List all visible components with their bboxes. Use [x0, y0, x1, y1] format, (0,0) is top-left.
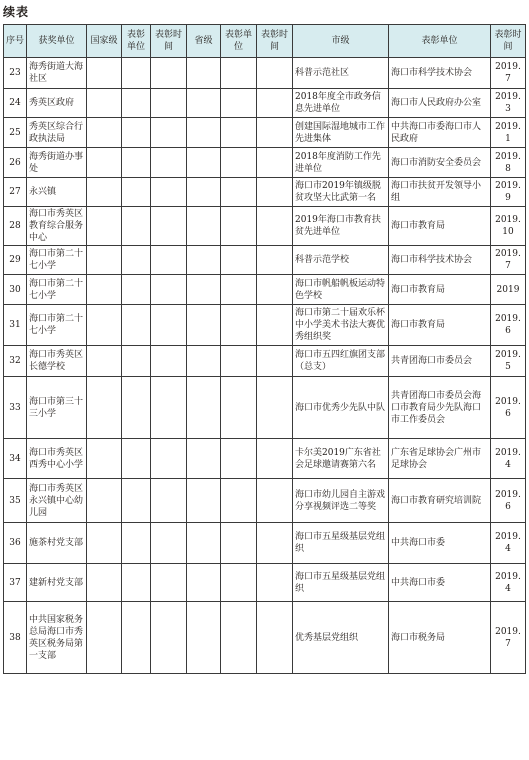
city-org-cell: 海口市教育局: [389, 275, 491, 305]
row-number-cell: 24: [4, 89, 27, 118]
provincial-time-cell: [257, 89, 293, 118]
national-time-cell: [151, 439, 187, 479]
provincial-time-cell: [257, 346, 293, 377]
table-row: [4, 207, 526, 246]
city-time-cell: 2019.3: [491, 89, 526, 118]
header-cell-national-org: 表彰单位: [122, 25, 151, 58]
provincial-org-cell: [221, 275, 257, 305]
award-unit-cell: 海秀街道大海社区: [27, 58, 87, 89]
table-row: [4, 178, 526, 207]
city-award-cell: 优秀基层党组织: [293, 602, 389, 674]
table-row: [4, 602, 526, 674]
table-row: [4, 564, 526, 602]
city-org-cell: 中共海口市委海口市人民政府: [389, 118, 491, 148]
national-org-cell: [122, 118, 151, 148]
header-cell-city-org: 表彰单位: [389, 25, 491, 58]
national-org-cell: [122, 58, 151, 89]
national-org-cell: [122, 275, 151, 305]
provincial-org-cell: [221, 377, 257, 439]
award-unit-cell: 秀英区政府: [27, 89, 87, 118]
provincial-time-cell: [257, 246, 293, 275]
city-org-cell: 海口市消防安全委员会: [389, 148, 491, 178]
header-cell-unit: 获奖单位: [27, 25, 87, 58]
national-time-cell: [151, 58, 187, 89]
national-award-cell: [87, 148, 122, 178]
provincial-time-cell: [257, 207, 293, 246]
national-time-cell: [151, 207, 187, 246]
city-award-cell: 2019年海口市教育扶贫先进单位: [293, 207, 389, 246]
provincial-award-cell: [187, 523, 221, 564]
row-number-cell: 29: [4, 246, 27, 275]
national-award-cell: [87, 89, 122, 118]
city-time-cell: 2019.10: [491, 207, 526, 246]
national-org-cell: [122, 89, 151, 118]
provincial-org-cell: [221, 346, 257, 377]
city-org-cell: 共青团海口市委员会海口市教育局少先队海口市工作委员会: [389, 377, 491, 439]
row-number-cell: 38: [4, 602, 27, 674]
award-unit-cell: 海秀街道办事处: [27, 148, 87, 178]
award-unit-cell: 海口市秀英区永兴镇中心幼儿园: [27, 479, 87, 523]
provincial-time-cell: [257, 178, 293, 207]
national-org-cell: [122, 346, 151, 377]
city-award-cell: 创建国际湿地城市工作先进集体: [293, 118, 389, 148]
provincial-org-cell: [221, 479, 257, 523]
row-number-cell: 27: [4, 178, 27, 207]
city-time-cell: 2019.8: [491, 148, 526, 178]
row-number-cell: 34: [4, 439, 27, 479]
city-org-cell: 海口市科学技术协会: [389, 246, 491, 275]
city-award-cell: 科普示范学校: [293, 246, 389, 275]
city-time-cell: 2019.7: [491, 58, 526, 89]
row-number-cell: 35: [4, 479, 27, 523]
city-time-cell: 2019: [491, 275, 526, 305]
city-time-cell: 2019.1: [491, 118, 526, 148]
city-time-cell: 2019.6: [491, 377, 526, 439]
provincial-time-cell: [257, 118, 293, 148]
national-time-cell: [151, 178, 187, 207]
city-award-cell: 海口市2019年镇级脱贫攻坚大比武第一名: [293, 178, 389, 207]
national-award-cell: [87, 377, 122, 439]
awards-table: [3, 24, 526, 674]
provincial-time-cell: [257, 377, 293, 439]
national-time-cell: [151, 89, 187, 118]
city-award-cell: 海口市五星级基层党组织: [293, 523, 389, 564]
national-award-cell: [87, 246, 122, 275]
row-number-cell: 30: [4, 275, 27, 305]
national-time-cell: [151, 148, 187, 178]
city-org-cell: 海口市扶贫开发领导小组: [389, 178, 491, 207]
national-award-cell: [87, 564, 122, 602]
header-cell-city-time: 表彰时间: [491, 25, 526, 58]
national-award-cell: [87, 207, 122, 246]
provincial-time-cell: [257, 602, 293, 674]
national-award-cell: [87, 523, 122, 564]
provincial-org-cell: [221, 523, 257, 564]
national-award-cell: [87, 118, 122, 148]
city-award-cell: 2018年度消防工作先进单位: [293, 148, 389, 178]
table-row: [4, 439, 526, 479]
provincial-time-cell: [257, 275, 293, 305]
national-time-cell: [151, 346, 187, 377]
table-row: [4, 89, 526, 118]
row-number-cell: 26: [4, 148, 27, 178]
provincial-org-cell: [221, 58, 257, 89]
row-number-cell: 37: [4, 564, 27, 602]
city-award-cell: 2018年度全市政务信息先进单位: [293, 89, 389, 118]
table-row: [4, 58, 526, 89]
national-time-cell: [151, 275, 187, 305]
city-award-cell: 科普示范社区: [293, 58, 389, 89]
city-org-cell: 海口市教育局: [389, 207, 491, 246]
national-org-cell: [122, 479, 151, 523]
header-cell-city: 市级: [293, 25, 389, 58]
national-award-cell: [87, 58, 122, 89]
city-award-cell: 海口市五星级基层党组织: [293, 564, 389, 602]
provincial-time-cell: [257, 439, 293, 479]
provincial-award-cell: [187, 305, 221, 346]
national-time-cell: [151, 564, 187, 602]
award-unit-cell: 永兴镇: [27, 178, 87, 207]
city-award-cell: 卡尔美2019广东省社会足球邀请赛第六名: [293, 439, 389, 479]
city-org-cell: 海口市教育局: [389, 305, 491, 346]
national-award-cell: [87, 479, 122, 523]
national-award-cell: [87, 602, 122, 674]
national-time-cell: [151, 305, 187, 346]
provincial-award-cell: [187, 346, 221, 377]
national-org-cell: [122, 148, 151, 178]
provincial-org-cell: [221, 118, 257, 148]
city-award-cell: 海口市五四红旗团支部（总支）: [293, 346, 389, 377]
national-org-cell: [122, 305, 151, 346]
national-org-cell: [122, 377, 151, 439]
provincial-org-cell: [221, 246, 257, 275]
header-cell-provincial: 省级: [187, 25, 221, 58]
provincial-award-cell: [187, 118, 221, 148]
header-row: [4, 25, 526, 58]
provincial-time-cell: [257, 148, 293, 178]
table-row: [4, 118, 526, 148]
row-number-cell: 32: [4, 346, 27, 377]
award-unit-cell: 中共国家税务总局海口市秀英区税务局第一支部: [27, 602, 87, 674]
city-org-cell: 海口市教育研究培训院: [389, 479, 491, 523]
table-row: [4, 346, 526, 377]
national-org-cell: [122, 564, 151, 602]
city-org-cell: 海口市税务局: [389, 602, 491, 674]
award-unit-cell: 海口市秀英区长德学校: [27, 346, 87, 377]
city-org-cell: 广东省足球协会广州市足球协会: [389, 439, 491, 479]
national-time-cell: [151, 602, 187, 674]
table-row: [4, 479, 526, 523]
header-cell-provincial-org: 表彰单位: [221, 25, 257, 58]
national-award-cell: [87, 275, 122, 305]
national-time-cell: [151, 377, 187, 439]
provincial-award-cell: [187, 564, 221, 602]
table-row: [4, 523, 526, 564]
national-org-cell: [122, 246, 151, 275]
national-time-cell: [151, 246, 187, 275]
provincial-award-cell: [187, 275, 221, 305]
award-unit-cell: 海口市第三十三小学: [27, 377, 87, 439]
city-award-cell: 海口市帆船帆板运动特色学校: [293, 275, 389, 305]
provincial-org-cell: [221, 148, 257, 178]
header-cell-national-time: 表彰时间: [151, 25, 187, 58]
award-unit-cell: 海口市秀英区西秀中心小学: [27, 439, 87, 479]
city-time-cell: 2019.9: [491, 178, 526, 207]
table-row: [4, 377, 526, 439]
provincial-org-cell: [221, 602, 257, 674]
city-org-cell: 海口市科学技术协会: [389, 58, 491, 89]
row-number-cell: 31: [4, 305, 27, 346]
provincial-award-cell: [187, 377, 221, 439]
city-time-cell: 2019.6: [491, 305, 526, 346]
city-org-cell: 共青团海口市委员会: [389, 346, 491, 377]
city-time-cell: 2019.4: [491, 439, 526, 479]
provincial-award-cell: [187, 479, 221, 523]
city-org-cell: 中共海口市委: [389, 523, 491, 564]
city-time-cell: 2019.7: [491, 602, 526, 674]
national-award-cell: [87, 178, 122, 207]
national-award-cell: [87, 346, 122, 377]
national-org-cell: [122, 439, 151, 479]
city-time-cell: 2019.4: [491, 523, 526, 564]
row-number-cell: 28: [4, 207, 27, 246]
row-number-cell: 23: [4, 58, 27, 89]
provincial-time-cell: [257, 523, 293, 564]
national-time-cell: [151, 479, 187, 523]
table-row: [4, 305, 526, 346]
provincial-time-cell: [257, 564, 293, 602]
header-cell-national: 国家级: [87, 25, 122, 58]
national-award-cell: [87, 439, 122, 479]
table-caption: 续表: [3, 5, 30, 19]
national-org-cell: [122, 602, 151, 674]
provincial-award-cell: [187, 58, 221, 89]
award-unit-cell: 施茶村党支部: [27, 523, 87, 564]
provincial-award-cell: [187, 246, 221, 275]
provincial-org-cell: [221, 564, 257, 602]
provincial-time-cell: [257, 479, 293, 523]
provincial-org-cell: [221, 89, 257, 118]
provincial-award-cell: [187, 178, 221, 207]
national-award-cell: [87, 305, 122, 346]
provincial-award-cell: [187, 148, 221, 178]
national-time-cell: [151, 118, 187, 148]
national-org-cell: [122, 178, 151, 207]
city-award-cell: 海口市幼儿园自主游戏分享视频评选二等奖: [293, 479, 389, 523]
award-unit-cell: 建新村党支部: [27, 564, 87, 602]
city-time-cell: 2019.5: [491, 346, 526, 377]
table-body: [4, 58, 526, 674]
provincial-org-cell: [221, 178, 257, 207]
award-unit-cell: 海口市第二十七小学: [27, 305, 87, 346]
provincial-time-cell: [257, 305, 293, 346]
national-org-cell: [122, 523, 151, 564]
city-org-cell: 海口市人民政府办公室: [389, 89, 491, 118]
row-number-cell: 25: [4, 118, 27, 148]
city-award-cell: 海口市优秀少先队中队: [293, 377, 389, 439]
header-cell-no: 序号: [4, 25, 27, 58]
provincial-award-cell: [187, 602, 221, 674]
table-row: [4, 246, 526, 275]
city-award-cell: 海口市第二十届欢乐杯中小学美术书法大赛优秀组织奖: [293, 305, 389, 346]
award-unit-cell: 海口市第二十七小学: [27, 246, 87, 275]
provincial-org-cell: [221, 305, 257, 346]
city-time-cell: 2019.6: [491, 479, 526, 523]
city-time-cell: 2019.4: [491, 564, 526, 602]
row-number-cell: 33: [4, 377, 27, 439]
national-time-cell: [151, 523, 187, 564]
provincial-org-cell: [221, 439, 257, 479]
national-org-cell: [122, 207, 151, 246]
row-number-cell: 36: [4, 523, 27, 564]
provincial-award-cell: [187, 439, 221, 479]
award-unit-cell: 秀英区综合行政执法局: [27, 118, 87, 148]
header-cell-provincial-time: 表彰时间: [257, 25, 293, 58]
table-row: [4, 275, 526, 305]
provincial-time-cell: [257, 58, 293, 89]
table-row: [4, 148, 526, 178]
provincial-org-cell: [221, 207, 257, 246]
award-unit-cell: 海口市秀英区教育综合服务中心: [27, 207, 87, 246]
provincial-award-cell: [187, 207, 221, 246]
award-unit-cell: 海口市第二十七小学: [27, 275, 87, 305]
city-org-cell: 中共海口市委: [389, 564, 491, 602]
provincial-award-cell: [187, 89, 221, 118]
city-time-cell: 2019.7: [491, 246, 526, 275]
